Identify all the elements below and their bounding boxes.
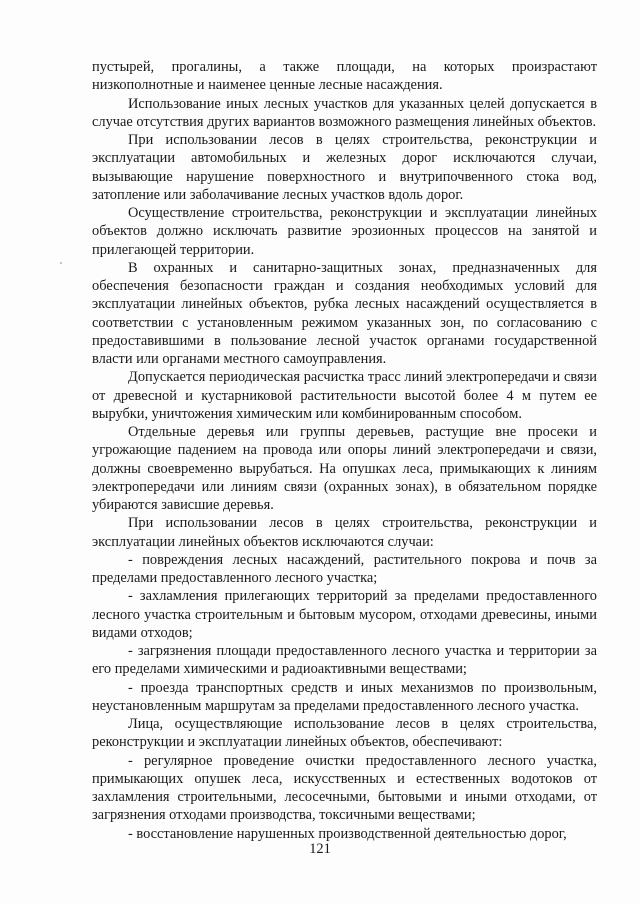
paragraph: Лица, осуществляющие использование лесов в целях строительства, реконструкции и эксплуатации линейных объектов, обеспечивают: [92, 716, 597, 751]
list-item: - захламления прилегающих территорий за пределами предоставленного лесного участка строительным и бытовым мусором, отходами древесины, иными видами отходов; [92, 588, 597, 641]
page-number: 121 [309, 841, 331, 857]
list-item: - загрязнения площади предоставленного лесного участка и территории за его пределами химическими и радиоактивными веществами; [92, 643, 597, 678]
paragraph: Осуществление строительства, реконструкции и эксплуатации линейных объектов должно исключать развитие эрозионных процессов на занятой и прилегающей территории. [92, 205, 597, 258]
list-item: - повреждения лесных насаждений, растительного покрова и почв за пределами предоставленного лесного участка; [92, 551, 597, 586]
paragraph: В охранных и санитарно-защитных зонах, предназначенных для обеспечения безопасности граждан и создания необходимых условий для эксплуатации линейных объектов, рубка лесных насаждений осуществляется в соответствии с установленным режимом указанных зон, по согласованию с предоставившими в пользование лесной участок органами государственной власти или органами местного самоуправления. [92, 259, 597, 367]
paragraph: Отдельные деревья или группы деревьев, растущие вне просеки и угрожающие падением на провода или опоры линий электропередачи и связи, должны своевременно вырубаться. На опушках леса, примыкающих к линиям электропередачи или линиям связи (охранных зонах), в обязательном порядке убираются зависшие деревья. [92, 424, 597, 513]
paragraph: При использовании лесов в целях строительства, реконструкции и эксплуатации автомобильных и железных дорог исключаются случаи, вызывающие нарушение поверхностного и внутрипочвенного стока вод, затопление или заболачивание лесных участков вдоль дорог. [92, 132, 597, 203]
paragraph-continuation: пустырей, прогалины, а также площади, на которых произрастают низкополнотные и наименее ценные лесные насаждения. [92, 59, 597, 94]
document-body [92, 58, 597, 843]
list-item: - регулярное проведение очистки предоставленного лесного участка, примыкающих опушек леса, искусственных и естественных водотоков от захламления строительными, лесосечными, бытовыми и иными отходами, от загрязнения отходами производства, токсичными веществами; [92, 752, 597, 824]
paragraph: Использование иных лесных участков для указанных целей допускается в случае отсутствия других вариантов возможного размещения линейных объектов. [92, 95, 597, 130]
list-item: - восстановление нарушенных производственной деятельностью дорог, [128, 825, 567, 842]
paragraph: При использовании лесов в целях строительства, реконструкции и эксплуатации линейных объектов исключаются случаи: [92, 515, 597, 550]
paragraph: Допускается периодическая расчистка трасс линий электропередачи и связи от древесной и кустарниковой растительности высотой более 4 м путем ее вырубки, уничтожения химическим или комбинированным способом. [92, 369, 597, 422]
list-item: - проезда транспортных средств и иных механизмов по произвольным, неустановленным маршрутам за пределами предоставленного лесного участка. [92, 679, 597, 714]
scan-speck [60, 262, 62, 264]
